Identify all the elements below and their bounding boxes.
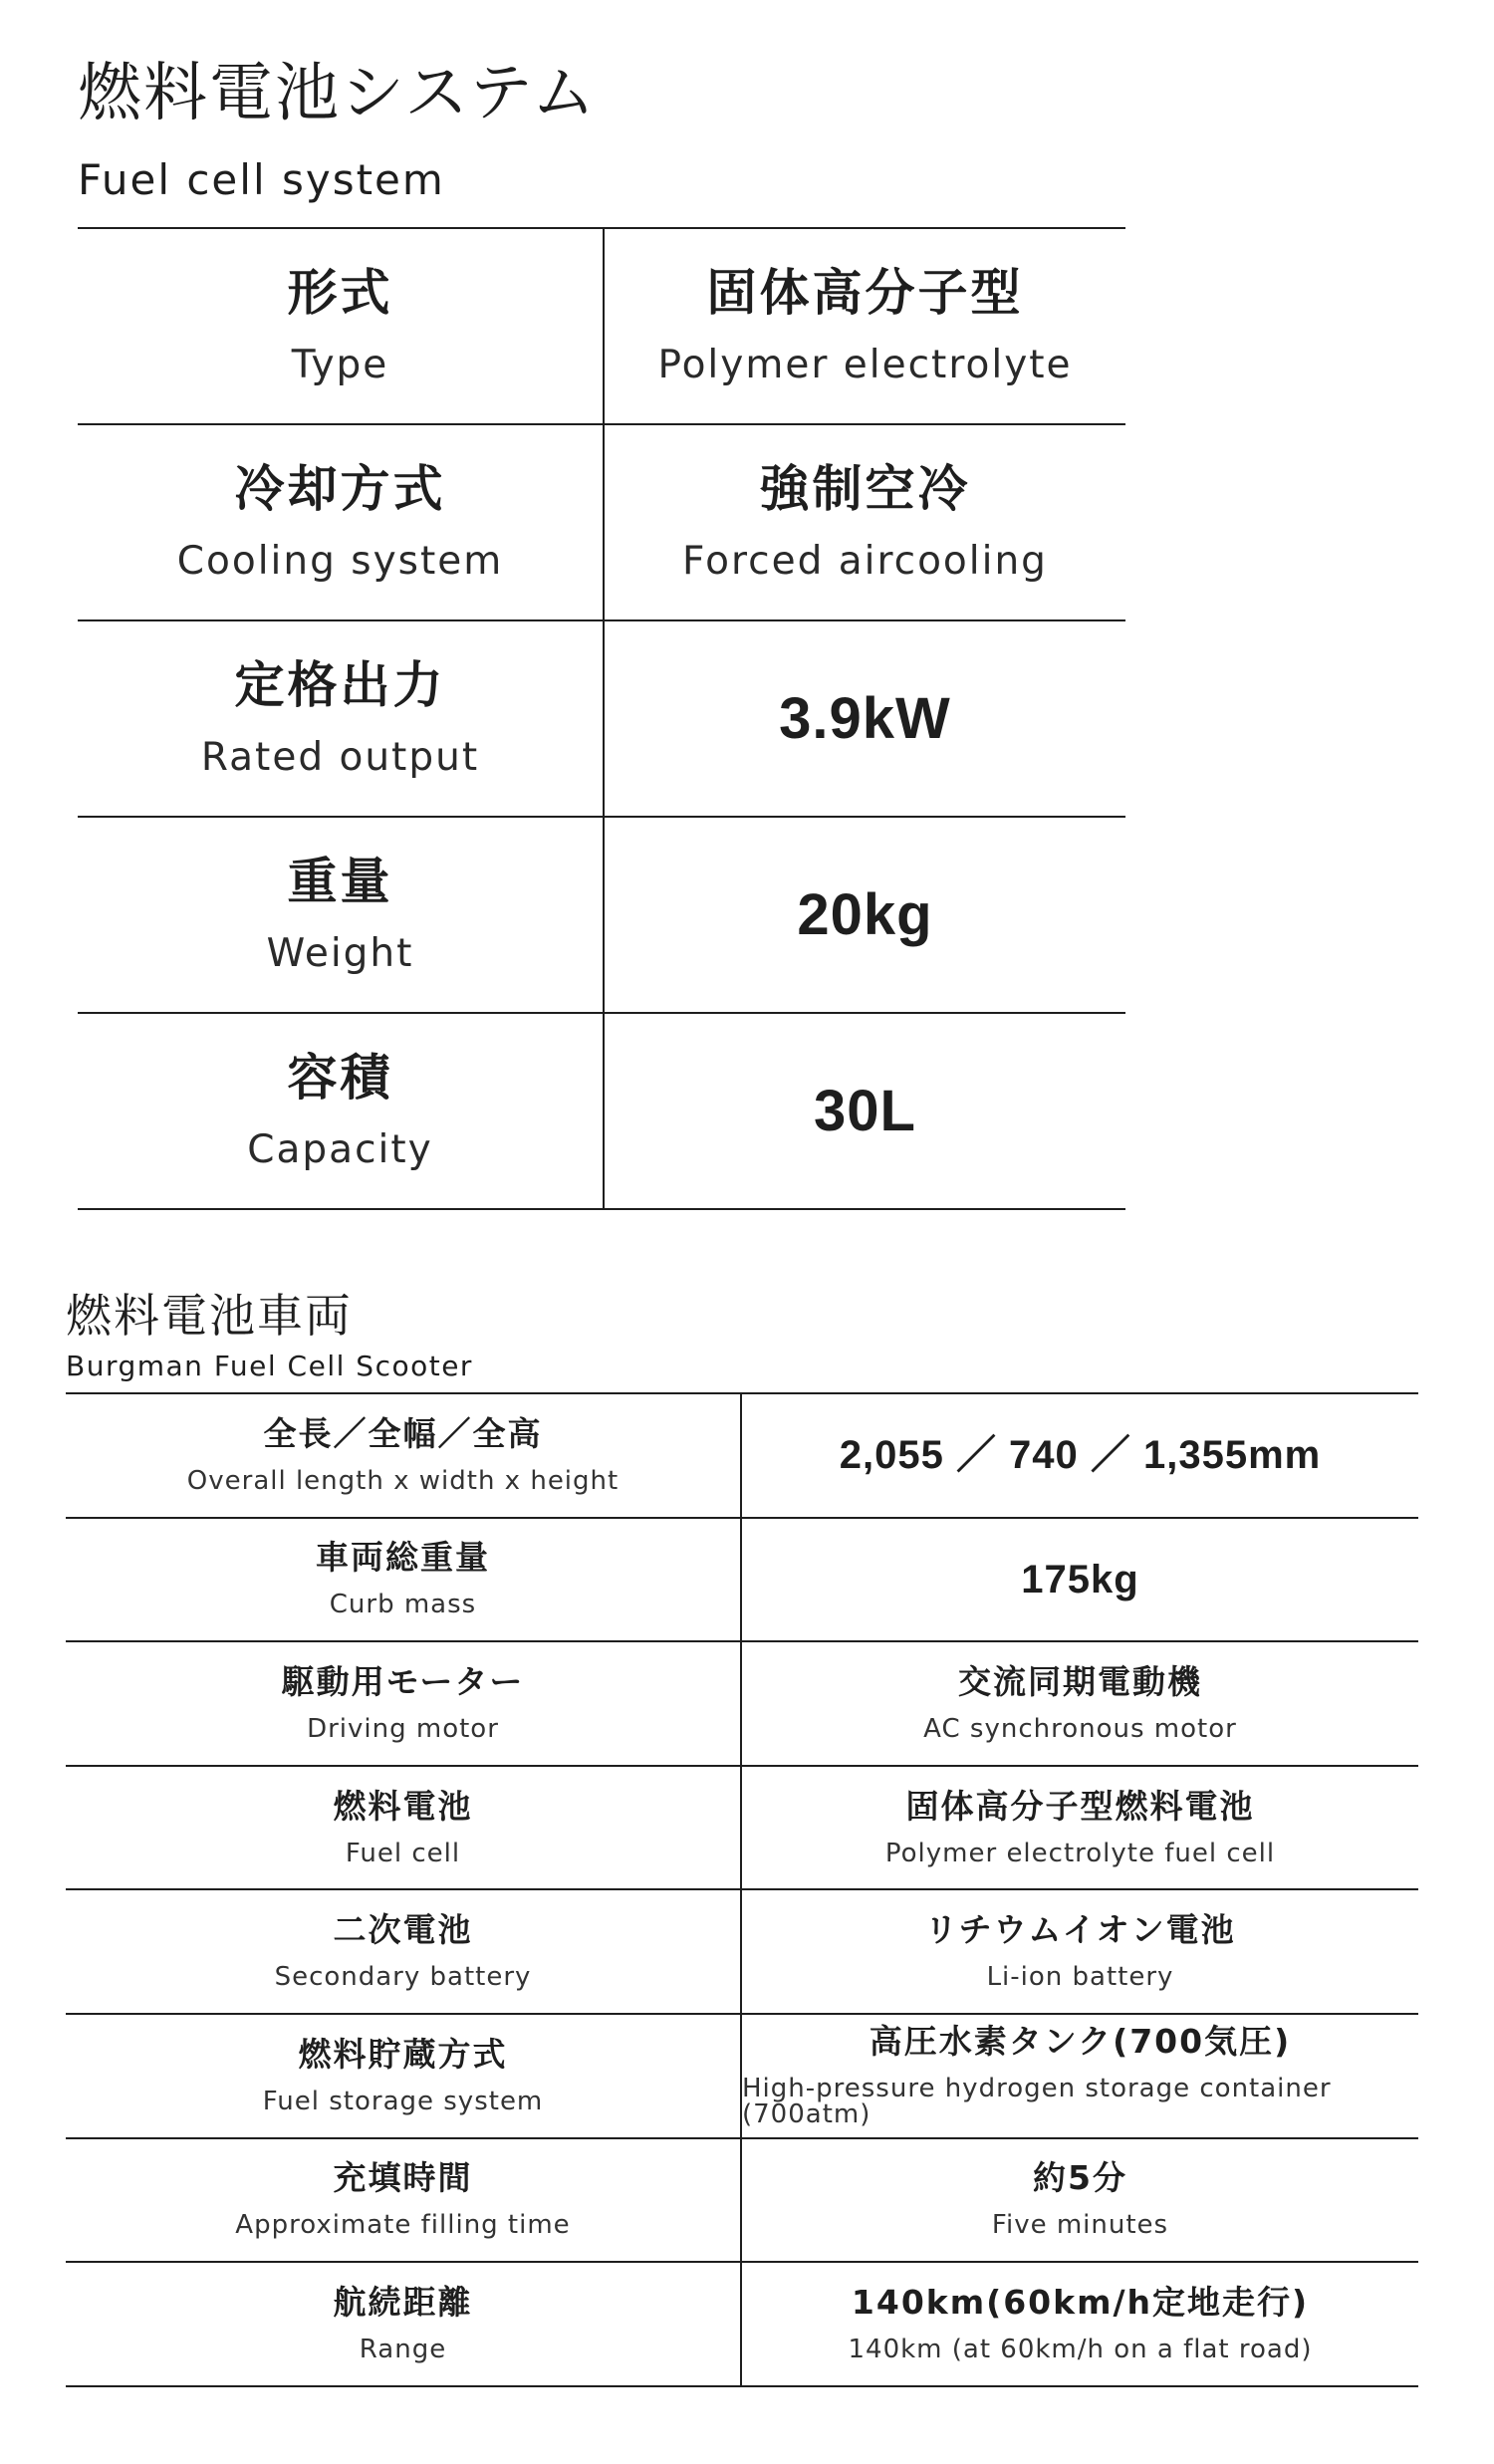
- table-row: [66, 1394, 1418, 1519]
- row-value: [605, 229, 1125, 423]
- label-en: Capacity: [247, 1127, 433, 1172]
- row-label: [78, 425, 605, 619]
- label-jp: 航続距離: [333, 2282, 473, 2322]
- value-en: 140km (at 60km/h on a flat road): [848, 2334, 1313, 2364]
- label-en: Fuel cell: [345, 1838, 461, 1868]
- table-row: [66, 1519, 1418, 1643]
- value-en: Polymer electrolyte fuel cell: [884, 1838, 1276, 1868]
- row-value: [742, 1519, 1418, 1641]
- row-label: [78, 621, 605, 816]
- table-row: [66, 2263, 1418, 2387]
- value-en: High-pressure hydrogen storage container (700atm): [742, 2073, 1332, 2129]
- row-value: [605, 1014, 1125, 1208]
- label-jp: 冷却方式: [234, 460, 446, 518]
- section-title-en: Burgman Fuel Cell Scooter: [66, 1350, 473, 1382]
- label-en: Approximate filling time: [235, 2210, 571, 2241]
- row-label: [66, 1890, 742, 2013]
- label-jp: 駆動用モーター: [281, 1661, 525, 1701]
- table-row: [78, 425, 1125, 621]
- label-en: Overall length x width x height: [186, 1465, 620, 1496]
- row-label: [66, 2139, 742, 2262]
- row-value: [605, 621, 1125, 816]
- table-row: [78, 229, 1125, 425]
- value-jp: リチウムイオン電池: [924, 1910, 1236, 1950]
- label-jp: 燃料電池: [333, 1786, 473, 1826]
- label-en: Type: [291, 343, 389, 387]
- label-en: Range: [359, 2334, 447, 2364]
- value-jp: 高圧水素タンク(700気圧): [869, 2021, 1292, 2061]
- label-en: Fuel storage system: [262, 2086, 544, 2116]
- label-en: Rated output: [200, 735, 480, 780]
- table-row: [78, 1014, 1125, 1210]
- row-value: [605, 425, 1125, 619]
- label-jp: 全長／全幅／全高: [263, 1413, 543, 1453]
- value-number: 2,055 ／ 740 ／ 1,355mm: [839, 1433, 1322, 1478]
- value-jp: 固体高分子型: [706, 264, 1024, 322]
- section-title-en: Fuel cell system: [78, 155, 445, 204]
- label-jp: 定格出力: [234, 656, 446, 714]
- label-jp: 容積: [287, 1049, 393, 1107]
- row-value: [742, 1394, 1418, 1517]
- row-label: [78, 229, 605, 423]
- row-value: [742, 1890, 1418, 2013]
- value-jp: 固体高分子型燃料電池: [905, 1786, 1255, 1826]
- label-jp: 形式: [287, 264, 393, 322]
- table-row: [66, 1767, 1418, 1891]
- label-jp: 車両総重量: [316, 1538, 490, 1578]
- row-value: [742, 2263, 1418, 2385]
- label-en: Curb mass: [329, 1590, 477, 1620]
- row-label: [66, 2263, 742, 2385]
- value-number: 175kg: [1021, 1557, 1139, 1602]
- value-en: Forced aircooling: [682, 539, 1048, 584]
- fuel-cell-spec-table: [78, 227, 1125, 1210]
- value-number: 20kg: [797, 881, 933, 947]
- label-en: Weight: [266, 931, 414, 976]
- row-value: [742, 1767, 1418, 1889]
- row-label: [66, 1767, 742, 1889]
- table-row: [66, 2139, 1418, 2264]
- label-jp: 二次電池: [333, 1910, 473, 1950]
- table-row: [66, 1890, 1418, 2015]
- label-jp: 燃料貯蔵方式: [298, 2034, 508, 2074]
- table-row: [66, 1642, 1418, 1767]
- row-label: [66, 1394, 742, 1517]
- vehicle-spec-table: [66, 1392, 1418, 2387]
- table-row: [78, 621, 1125, 818]
- section-title-jp: 燃料電池システム: [78, 57, 598, 130]
- label-jp: 充填時間: [333, 2158, 473, 2198]
- row-value: [742, 2139, 1418, 2262]
- value-en: AC synchronous motor: [923, 1713, 1237, 1744]
- section-title-jp: 燃料電池車両: [66, 1289, 353, 1343]
- value-en: Polymer electrolyte: [657, 343, 1073, 387]
- table-row: [78, 818, 1125, 1014]
- label-jp: 重量: [287, 853, 393, 910]
- row-label: [66, 2015, 742, 2137]
- row-value: [742, 1642, 1418, 1765]
- value-jp: 交流同期電動機: [958, 1661, 1202, 1701]
- row-label: [66, 1642, 742, 1765]
- value-number: 3.9kW: [779, 685, 951, 751]
- row-value: [605, 818, 1125, 1012]
- value-en: Li-ion battery: [986, 1962, 1174, 1993]
- row-label: [78, 818, 605, 1012]
- value-jp: 140km(60km/h定地走行): [851, 2282, 1310, 2322]
- row-label: [78, 1014, 605, 1208]
- label-en: Secondary battery: [274, 1962, 532, 1993]
- value-en: Five minutes: [991, 2210, 1169, 2241]
- value-jp: 強制空冷: [759, 460, 971, 518]
- row-label: [66, 1519, 742, 1641]
- label-en: Cooling system: [176, 539, 504, 584]
- table-row: [66, 2015, 1418, 2139]
- value-jp: 約5分: [1033, 2158, 1127, 2198]
- label-en: Driving motor: [307, 1713, 499, 1744]
- value-number: 30L: [814, 1078, 916, 1143]
- row-value: [742, 2015, 1418, 2137]
